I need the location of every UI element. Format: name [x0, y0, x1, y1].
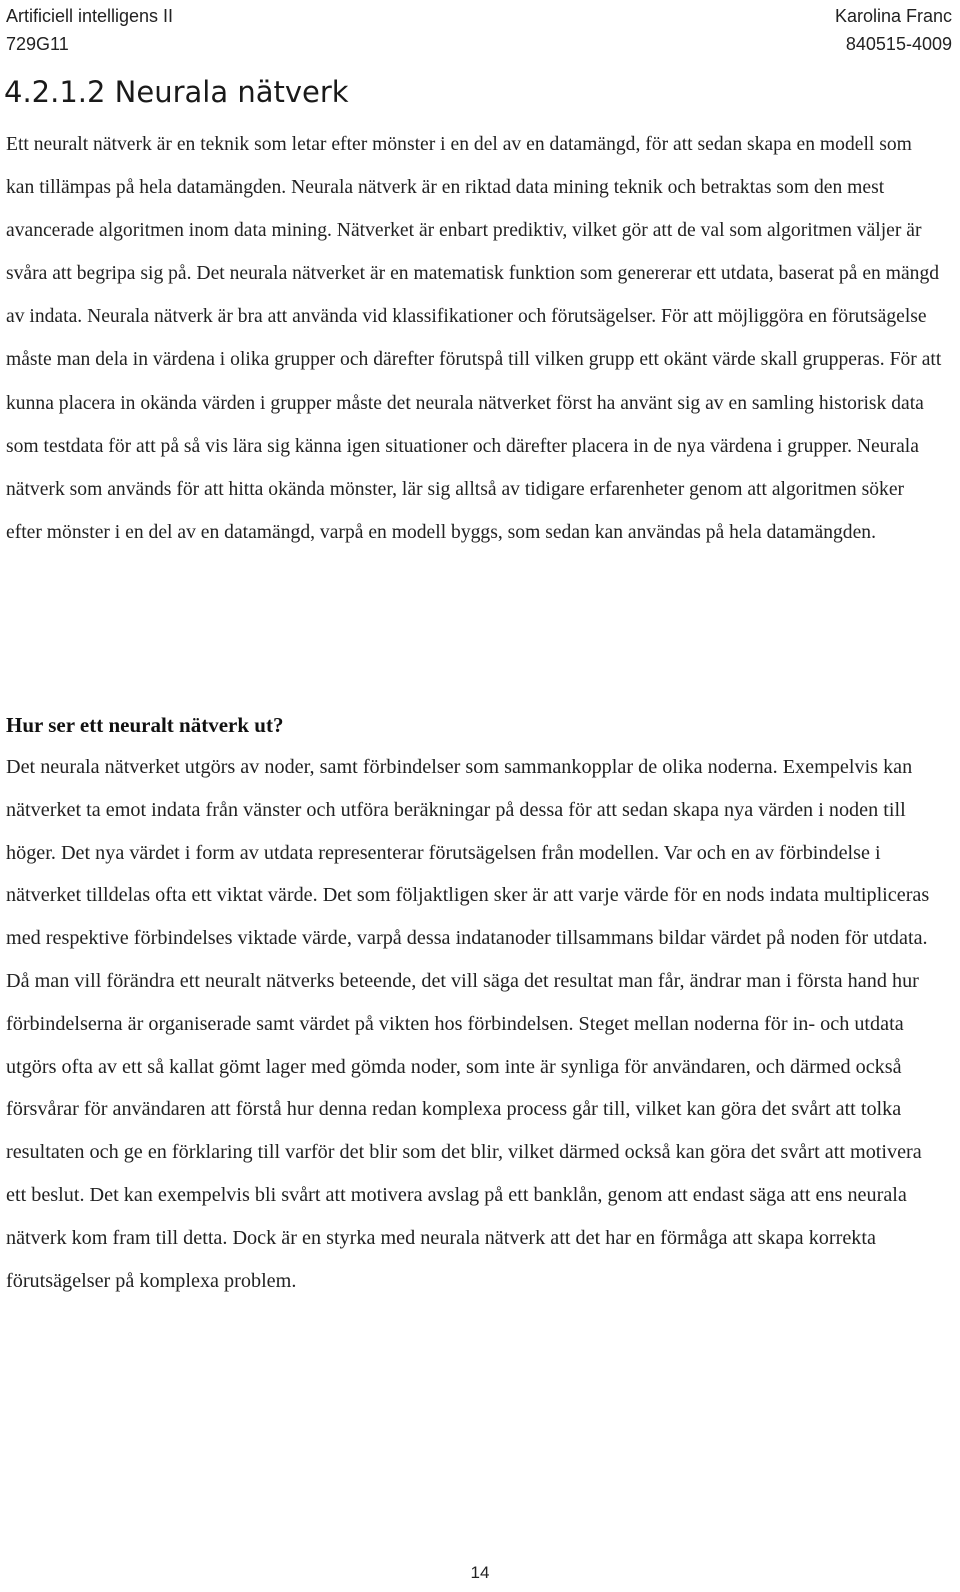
section-title: 4.2.1.2 Neurala nätverk — [4, 75, 349, 109]
course-code: 729G11 — [6, 34, 69, 54]
course-name: Artificiell intelligens II — [6, 6, 174, 26]
subheading: Hur ser ett neuralt nätverk ut? — [6, 713, 284, 737]
author-id: 840515-4009 — [845, 34, 952, 54]
page-header-right — [835, 2, 952, 58]
body-paragraph-2: Det neurala nätverket utgörs av noder, samt förbindelser som sammankopplar de olika noderna. Exempelvis kan nätverket ta emot indata från vänster och utföra beräkningar på dessa för att sedan skapa nya värden i noden till höger. Det nya värdet i form av utdata representerar förutsägelsen från modellen. Var och en av förbindelse i nätverket tilldelas ofta ett viktat värde. Det som följaktligen sker är att varje värde för en nods indata multipliceras med respektive förbindelses viktade värde, varpå dessa indatanoder tillsammans bildar värdet på noden för utdata. Då man vill förändra ett neuralt nätverks beteende, det vill säga det resultat man får, ändrar man i första hand hur förbindelserna är organiserade samt värdet på vikten hos förbindelsen. Steget mellan noderna för in- och utdata utgörs ofta av ett så kallat gömt lager med gömda noder, som inte är synliga för användaren, och därmed också försvårar för användaren att förstå hur denna redan komplexa process går till, vilket kan göra det svårt att tolka resultaten och ge en förklaring till varför det blir som det blir, vilket därmed också kan göra det svårt att motivera ett beslut. Det kan exempelvis bli svårt att motivera avslag på ett banklån, genom att endast säga att ens neurala nätverk kom fram till detta. Dock är en styrka med neurala nätverk att det har en förmåga att skapa korrekta förutsägelser på komplexa problem. — [6, 756, 930, 1292]
body-paragraph-1: Ett neuralt nätverk är en teknik som letar efter mönster i en del av en datamängd, för att sedan skapa en modell som kan tillämpas på hela datamängden. Neurala nätverk är en riktad data mining teknik och betraktas som den mest avancerade algoritmen inom data mining. Nätverket är enbart prediktiv, vilket gör att de val som algoritmen väljer är svåra att begripa sig på. Det neurala nätverket är en matematisk funktion som genererar ett utdata, baserat på en mängd av indata. Neurala nätverk är bra att använda vid klassifikationer och förutsägelser. För att möjliggöra en förutsägelse måste man dela in värdena i olika grupper och därefter förutspå till vilken grupp ett okänt värde skall grupperas. För att kunna placera in okända värden i grupper måste det neurala nätverket först ha använt sig av en samling historisk data som testdata för att på så vis lära sig känna igen situationer och därefter placera in de nya värdena i grupper. Neurala nätverk som används för att hitta okända mönster, lär sig alltså av tidigare erfarenheter genom att algoritmen söker efter mönster i en del av en datamängd, varpå en modell byggs, som sedan kan användas på hela datamängden. — [6, 134, 942, 543]
page-header-left — [6, 2, 173, 58]
page-number: 14 — [470, 1563, 490, 1582]
author-name: Karolina Franc — [834, 6, 952, 26]
